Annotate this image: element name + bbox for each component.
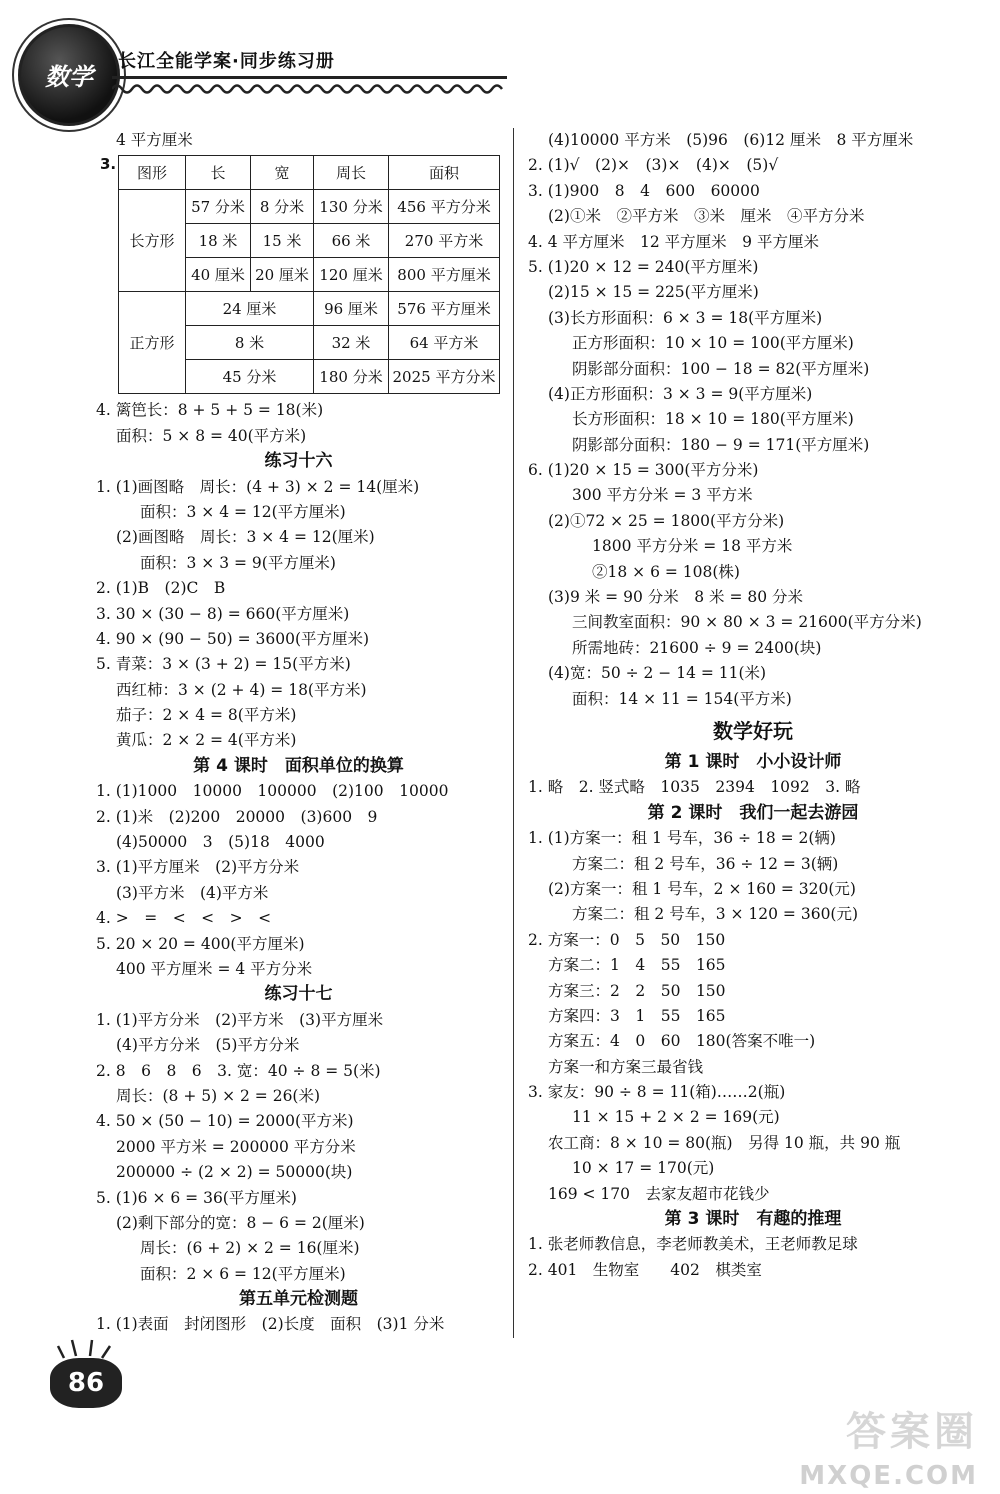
table-cell: 20 厘米 <box>251 258 314 292</box>
answer-line: 1800 平方分米 = 18 平方米 <box>592 537 793 556</box>
answer-line: 3. (1)平方厘米 (2)平方分米 <box>96 858 300 877</box>
answer-line: 方案二：租 2 号车，36 ÷ 12 = 3(辆) <box>572 854 839 873</box>
answer-line: (4)平方分米 (5)平方分米 <box>116 1036 300 1055</box>
question-number: 3. <box>100 155 117 174</box>
answer-line: 方案三：2 2 50 150 <box>548 981 726 1000</box>
answer-line: 300 平方分米 = 3 平方米 <box>572 486 753 505</box>
answer-line: 西红柿：3 × (2 + 4) = 18(平方米) <box>116 680 367 699</box>
answer-line: 方案二：1 4 55 165 <box>548 956 726 975</box>
watermark-url: MXQE.COM <box>799 1461 978 1491</box>
answer-line: 面积：2 × 6 = 12(平方厘米) <box>140 1264 346 1283</box>
answer-line: (2)①米 ②平方米 ③米 厘米 ④平方分米 <box>548 207 865 226</box>
shape-label: 正方形 <box>119 292 186 394</box>
section-heading: 第 4 课时 面积单位的换算 <box>193 755 404 776</box>
answer-line: 2000 平方米 = 200000 平方分米 <box>116 1137 356 1156</box>
answer-line: (3)9 米 = 90 分米 8 米 = 80 分米 <box>548 588 804 607</box>
answer-line: 11 × 15 + 2 × 2 = 169(元) <box>572 1108 780 1127</box>
subject-badge-text: 数学 <box>45 63 93 91</box>
right-column <box>528 128 978 1283</box>
answer-line: (4)正方形面积：3 × 3 = 9(平方厘米) <box>548 384 813 403</box>
answer-line: 1. (1)表面 封闭图形 (2)长度 面积 (3)1 分米 <box>96 1315 445 1334</box>
table-cell: 32 米 <box>314 326 389 360</box>
answer-line: (3)长方形面积：6 × 3 = 18(平方厘米) <box>548 308 823 327</box>
left-column <box>96 128 501 1338</box>
table-block <box>96 155 501 394</box>
answer-line: 4 平方厘米 <box>116 131 193 149</box>
answer-line: 5. 青菜：3 × (3 + 2) = 15(平方米) <box>96 655 351 674</box>
table-cell: 120 厘米 <box>314 258 389 292</box>
table-cell: 45 分米 <box>186 360 314 394</box>
answer-line: 2. 8 6 8 6 3. 宽：40 ÷ 8 = 5(米) <box>96 1061 381 1080</box>
answer-line: 2. (1)B (2)C B <box>96 579 226 598</box>
page-number-rays-decoration <box>56 1336 116 1360</box>
answer-line: 5. (1)20 × 12 = 240(平方厘米) <box>528 257 759 276</box>
answer-line: 4. 4 平方厘米 12 平方厘米 9 平方厘米 <box>528 232 819 251</box>
watermark-main: 答案圈 <box>846 1409 978 1455</box>
section-heading: 第五单元检测题 <box>239 1289 358 1310</box>
answer-line: 阴影部分面积：100 − 18 = 82(平方厘米) <box>572 359 870 378</box>
answer-line: 茄子：2 × 4 = 8(平方米) <box>116 706 297 725</box>
answer-line: (3)平方米 (4)平方米 <box>116 883 269 902</box>
table-row <box>119 190 500 224</box>
answer-line: (4)10000 平方米 (5)96 (6)12 厘米 8 平方厘米 <box>548 131 914 149</box>
table-cell: 8 米 <box>186 326 314 360</box>
header-wave-decoration <box>112 82 507 96</box>
answer-line: (2)画图略 周长：3 × 4 = 12(厘米) <box>116 528 375 547</box>
answer-line: 1. 张老师教信息，李老师教美术，王老师教足球 <box>528 1235 858 1254</box>
answer-line: 3. 30 × (30 − 8) = 660(平方厘米) <box>96 604 350 623</box>
answer-line: 方案五：4 0 60 180(答案不唯一) <box>548 1032 816 1051</box>
table-header: 周长 <box>314 156 389 190</box>
section-heading: 第 2 课时 我们一起去游园 <box>647 802 859 823</box>
answer-line: 4. > = < < > < <box>96 909 272 928</box>
answer-line: 面积：3 × 3 = 9(平方厘米) <box>140 553 336 572</box>
table-cell: 64 平方米 <box>389 326 500 360</box>
table-cell: 180 分米 <box>314 360 389 394</box>
answer-line: (2)剩下部分的宽：8 − 6 = 2(厘米) <box>116 1213 365 1232</box>
table-cell: 130 分米 <box>314 190 389 224</box>
table-cell: 15 米 <box>251 224 314 258</box>
answer-line: (4)宽：50 ÷ 2 − 14 = 11(米) <box>548 664 767 683</box>
section-heading: 练习十七 <box>264 984 333 1005</box>
watermark <box>799 1400 978 1491</box>
table-cell: 24 厘米 <box>186 292 314 326</box>
table-cell: 57 分米 <box>186 190 251 224</box>
shape-label: 长方形 <box>119 190 186 292</box>
answer-line: 4. 90 × (90 − 50) = 3600(平方厘米) <box>96 629 370 648</box>
answer-line: 阴影部分面积：180 − 9 = 171(平方厘米) <box>572 435 870 454</box>
table-cell: 800 平方厘米 <box>389 258 500 292</box>
answer-line: 面积：14 × 11 = 154(平方米) <box>572 689 792 708</box>
table-cell: 2025 平方分米 <box>389 360 500 394</box>
answer-line: 4. 50 × (50 − 10) = 2000(平方米) <box>96 1112 354 1131</box>
answer-line: 2. 方案一：0 5 50 150 <box>528 930 726 949</box>
answer-line: 黄瓜：2 × 2 = 4(平方米) <box>116 731 297 750</box>
answer-line: 方案二：租 2 号车，3 × 120 = 360(元) <box>572 905 859 924</box>
chapter-heading: 数学好玩 <box>713 718 793 743</box>
answer-line: 1. (1)1000 10000 100000 (2)100 10000 <box>96 782 449 801</box>
table-cell: 576 平方厘米 <box>389 292 500 326</box>
table-header: 面积 <box>389 156 500 190</box>
answer-line: 长方形面积：18 × 10 = 180(平方厘米) <box>572 410 854 429</box>
answer-line: (2)方案一：租 1 号车，2 × 160 = 320(元) <box>548 879 856 898</box>
answer-line: 2. (1)√ (2)× (3)× (4)× (5)√ <box>528 156 779 175</box>
table-cell: 456 平方分米 <box>389 190 500 224</box>
answer-line: 1. 略 2. 竖式略 1035 2394 1092 3. 略 <box>528 778 861 797</box>
answer-line: 3. (1)900 8 4 600 60000 <box>528 181 760 200</box>
answer-line: 6. (1)20 × 15 = 300(平方分米) <box>528 461 759 480</box>
table-cell: 270 平方米 <box>389 224 500 258</box>
answer-line: 周长：(6 + 2) × 2 = 16(厘米) <box>140 1239 360 1258</box>
header-rule <box>112 76 507 79</box>
table-cell: 40 厘米 <box>186 258 251 292</box>
section-heading: 第 1 课时 小小设计师 <box>664 751 842 772</box>
column-divider <box>513 128 514 1338</box>
answer-line: 2. (1)米 (2)200 20000 (3)600 9 <box>96 807 378 826</box>
table-cell: 8 分米 <box>251 190 314 224</box>
answer-line: 1. (1)平方分米 (2)平方米 (3)平方厘米 <box>96 1010 384 1029</box>
answer-line: (2)15 × 15 = 225(平方厘米) <box>548 283 759 302</box>
answer-line: 400 平方厘米 = 4 平方分米 <box>116 959 313 978</box>
table-header: 图形 <box>119 156 186 190</box>
answer-line: 周长：(8 + 5) × 2 = 26(米) <box>116 1086 321 1105</box>
answer-line: 4. 篱笆长：8 + 5 + 5 = 18(米) <box>96 401 324 420</box>
answer-line: 5. (1)6 × 6 = 36(平方厘米) <box>96 1188 297 1207</box>
table-header-row <box>119 156 500 190</box>
table-cell: 96 厘米 <box>314 292 389 326</box>
table-header: 宽 <box>251 156 314 190</box>
answer-line: 10 × 17 = 170(元) <box>572 1159 715 1178</box>
answer-line: (2)①72 × 25 = 1800(平方分米) <box>548 511 785 530</box>
book-title: 长江全能学案·同步练习册 <box>118 51 335 72</box>
section-heading: 练习十六 <box>264 451 333 472</box>
answer-line: 3. 家友：90 ÷ 8 = 11(箱)……2(瓶) <box>528 1083 786 1102</box>
section-heading: 第 3 课时 有趣的推理 <box>664 1209 842 1230</box>
answer-line: 面积：5 × 8 = 40(平方米) <box>116 426 307 445</box>
answer-line: (4)50000 3 (5)18 4000 <box>116 833 325 852</box>
answer-line: 方案一和方案三最省钱 <box>548 1057 704 1076</box>
answer-line: 农工商：8 × 10 = 80(瓶) 另得 10 瓶，共 90 瓶 <box>548 1133 901 1152</box>
answer-line: 1. (1)方案一：租 1 号车，36 ÷ 18 = 2(辆) <box>528 829 836 848</box>
answer-line: 169 < 170 去家友超市花钱少 <box>548 1184 770 1203</box>
answer-line: 所需地砖：21600 ÷ 9 = 2400(块) <box>572 638 822 657</box>
answer-line: 方案四：3 1 55 165 <box>548 1006 726 1025</box>
answer-line: 正方形面积：10 × 10 = 100(平方厘米) <box>572 334 854 353</box>
answer-line: ②18 × 6 = 108(株) <box>592 562 740 581</box>
shape-table <box>118 155 500 394</box>
subject-badge <box>18 24 120 126</box>
answer-line: 2. 401 生物室 402 棋类室 <box>528 1260 762 1279</box>
answer-line: 200000 ÷ (2 × 2) = 50000(块) <box>116 1163 353 1182</box>
answer-line: 三间教室面积：90 × 80 × 3 = 21600(平方分米) <box>572 613 922 632</box>
table-cell: 18 米 <box>186 224 251 258</box>
answer-line: 1. (1)画图略 周长：(4 + 3) × 2 = 14(厘米) <box>96 477 420 496</box>
table-row <box>119 292 500 326</box>
page-header <box>0 0 1000 110</box>
answer-line: 面积：3 × 4 = 12(平方厘米) <box>140 502 346 521</box>
answer-line: 5. 20 × 20 = 400(平方厘米) <box>96 934 305 953</box>
table-header: 长 <box>186 156 251 190</box>
table-cell: 66 米 <box>314 224 389 258</box>
page-number: 86 <box>50 1358 122 1408</box>
